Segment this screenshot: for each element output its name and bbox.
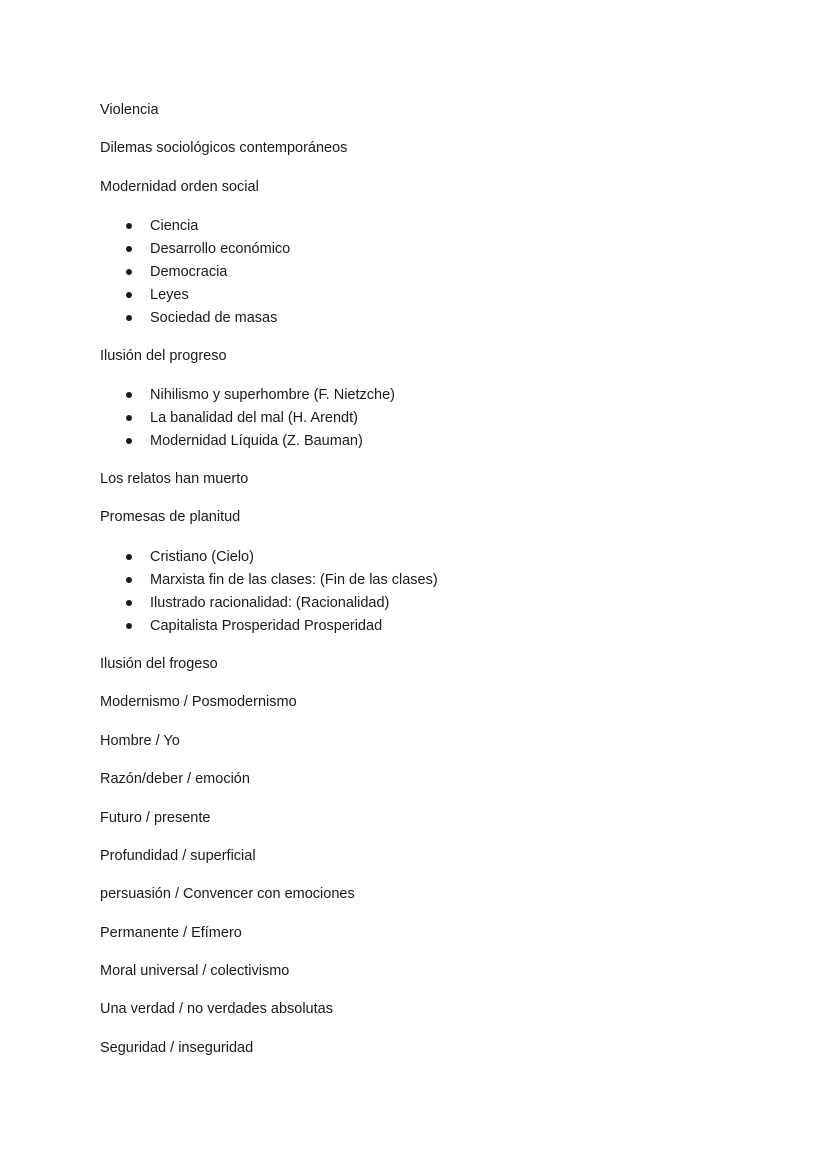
bullet-icon bbox=[126, 392, 132, 398]
paragraph-persuasion: persuasión / Convencer con emociones bbox=[100, 886, 355, 902]
list-item-text: Ciencia bbox=[150, 218, 199, 234]
list-item-text: La banalidad del mal (H. Arendt) bbox=[150, 410, 358, 426]
paragraph-futuro-presente: Futuro / presente bbox=[100, 810, 211, 826]
list-item-text: Marxista fin de las clases: (Fin de las clases) bbox=[150, 572, 438, 588]
paragraph-hombre-yo: Hombre / Yo bbox=[100, 733, 180, 749]
paragraph-dilemas: Dilemas sociológicos contemporáneos bbox=[100, 140, 348, 156]
list-item-text: Desarrollo económico bbox=[150, 241, 291, 257]
list-item bbox=[100, 217, 290, 240]
bullet-icon bbox=[126, 438, 132, 444]
bullet-list-promesas bbox=[100, 548, 438, 640]
list-item bbox=[100, 386, 395, 409]
paragraph-permanente: Permanente / Efímero bbox=[100, 925, 242, 941]
bullet-icon bbox=[126, 415, 132, 421]
list-item bbox=[100, 263, 290, 286]
list-item bbox=[100, 617, 438, 640]
bullet-list-ilusion bbox=[100, 386, 395, 455]
bullet-icon bbox=[126, 292, 132, 298]
list-item bbox=[100, 548, 438, 571]
bullet-icon bbox=[126, 223, 132, 229]
list-item-text: Sociedad de masas bbox=[150, 310, 278, 326]
paragraph-modernidad-orden-social: Modernidad orden social bbox=[100, 179, 259, 195]
paragraph-ilusion-progreso: Ilusión del progreso bbox=[100, 348, 227, 364]
paragraph-verdad: Una verdad / no verdades absolutas bbox=[100, 1001, 333, 1017]
paragraph-ilusion-frogeso: Ilusión del frogeso bbox=[100, 656, 218, 672]
paragraph-seguridad: Seguridad / inseguridad bbox=[100, 1040, 254, 1056]
list-item-text: Leyes bbox=[150, 287, 189, 303]
bullet-icon bbox=[126, 554, 132, 560]
list-item bbox=[100, 286, 290, 309]
bullet-list-modernidad bbox=[100, 217, 290, 332]
paragraph-violencia: Violencia bbox=[100, 102, 159, 118]
paragraph-moral: Moral universal / colectivismo bbox=[100, 963, 290, 979]
bullet-icon bbox=[126, 600, 132, 606]
list-item bbox=[100, 571, 438, 594]
list-item bbox=[100, 432, 395, 455]
list-item-text: Nihilismo y superhombre (F. Nietzche) bbox=[150, 387, 395, 403]
paragraph-profundidad: Profundidad / superficial bbox=[100, 848, 256, 864]
bullet-icon bbox=[126, 246, 132, 252]
list-item-text: Cristiano (Cielo) bbox=[150, 549, 254, 565]
bullet-icon bbox=[126, 577, 132, 583]
paragraph-promesas: Promesas de planitud bbox=[100, 509, 241, 525]
bullet-icon bbox=[126, 623, 132, 629]
paragraph-relatos: Los relatos han muerto bbox=[100, 471, 249, 487]
list-item bbox=[100, 240, 290, 263]
list-item bbox=[100, 309, 290, 332]
list-item-text: Democracia bbox=[150, 264, 228, 280]
list-item-text: Modernidad Líquida (Z. Bauman) bbox=[150, 433, 363, 449]
paragraph-modernismo: Modernismo / Posmodernismo bbox=[100, 694, 297, 710]
bullet-icon bbox=[126, 269, 132, 275]
list-item-text: Ilustrado racionalidad: (Racionalidad) bbox=[150, 595, 390, 611]
bullet-icon bbox=[126, 315, 132, 321]
list-item bbox=[100, 594, 438, 617]
list-item-text: Capitalista Prosperidad Prosperidad bbox=[150, 618, 383, 634]
paragraph-razon-deber: Razón/deber / emoción bbox=[100, 771, 250, 787]
list-item bbox=[100, 409, 395, 432]
